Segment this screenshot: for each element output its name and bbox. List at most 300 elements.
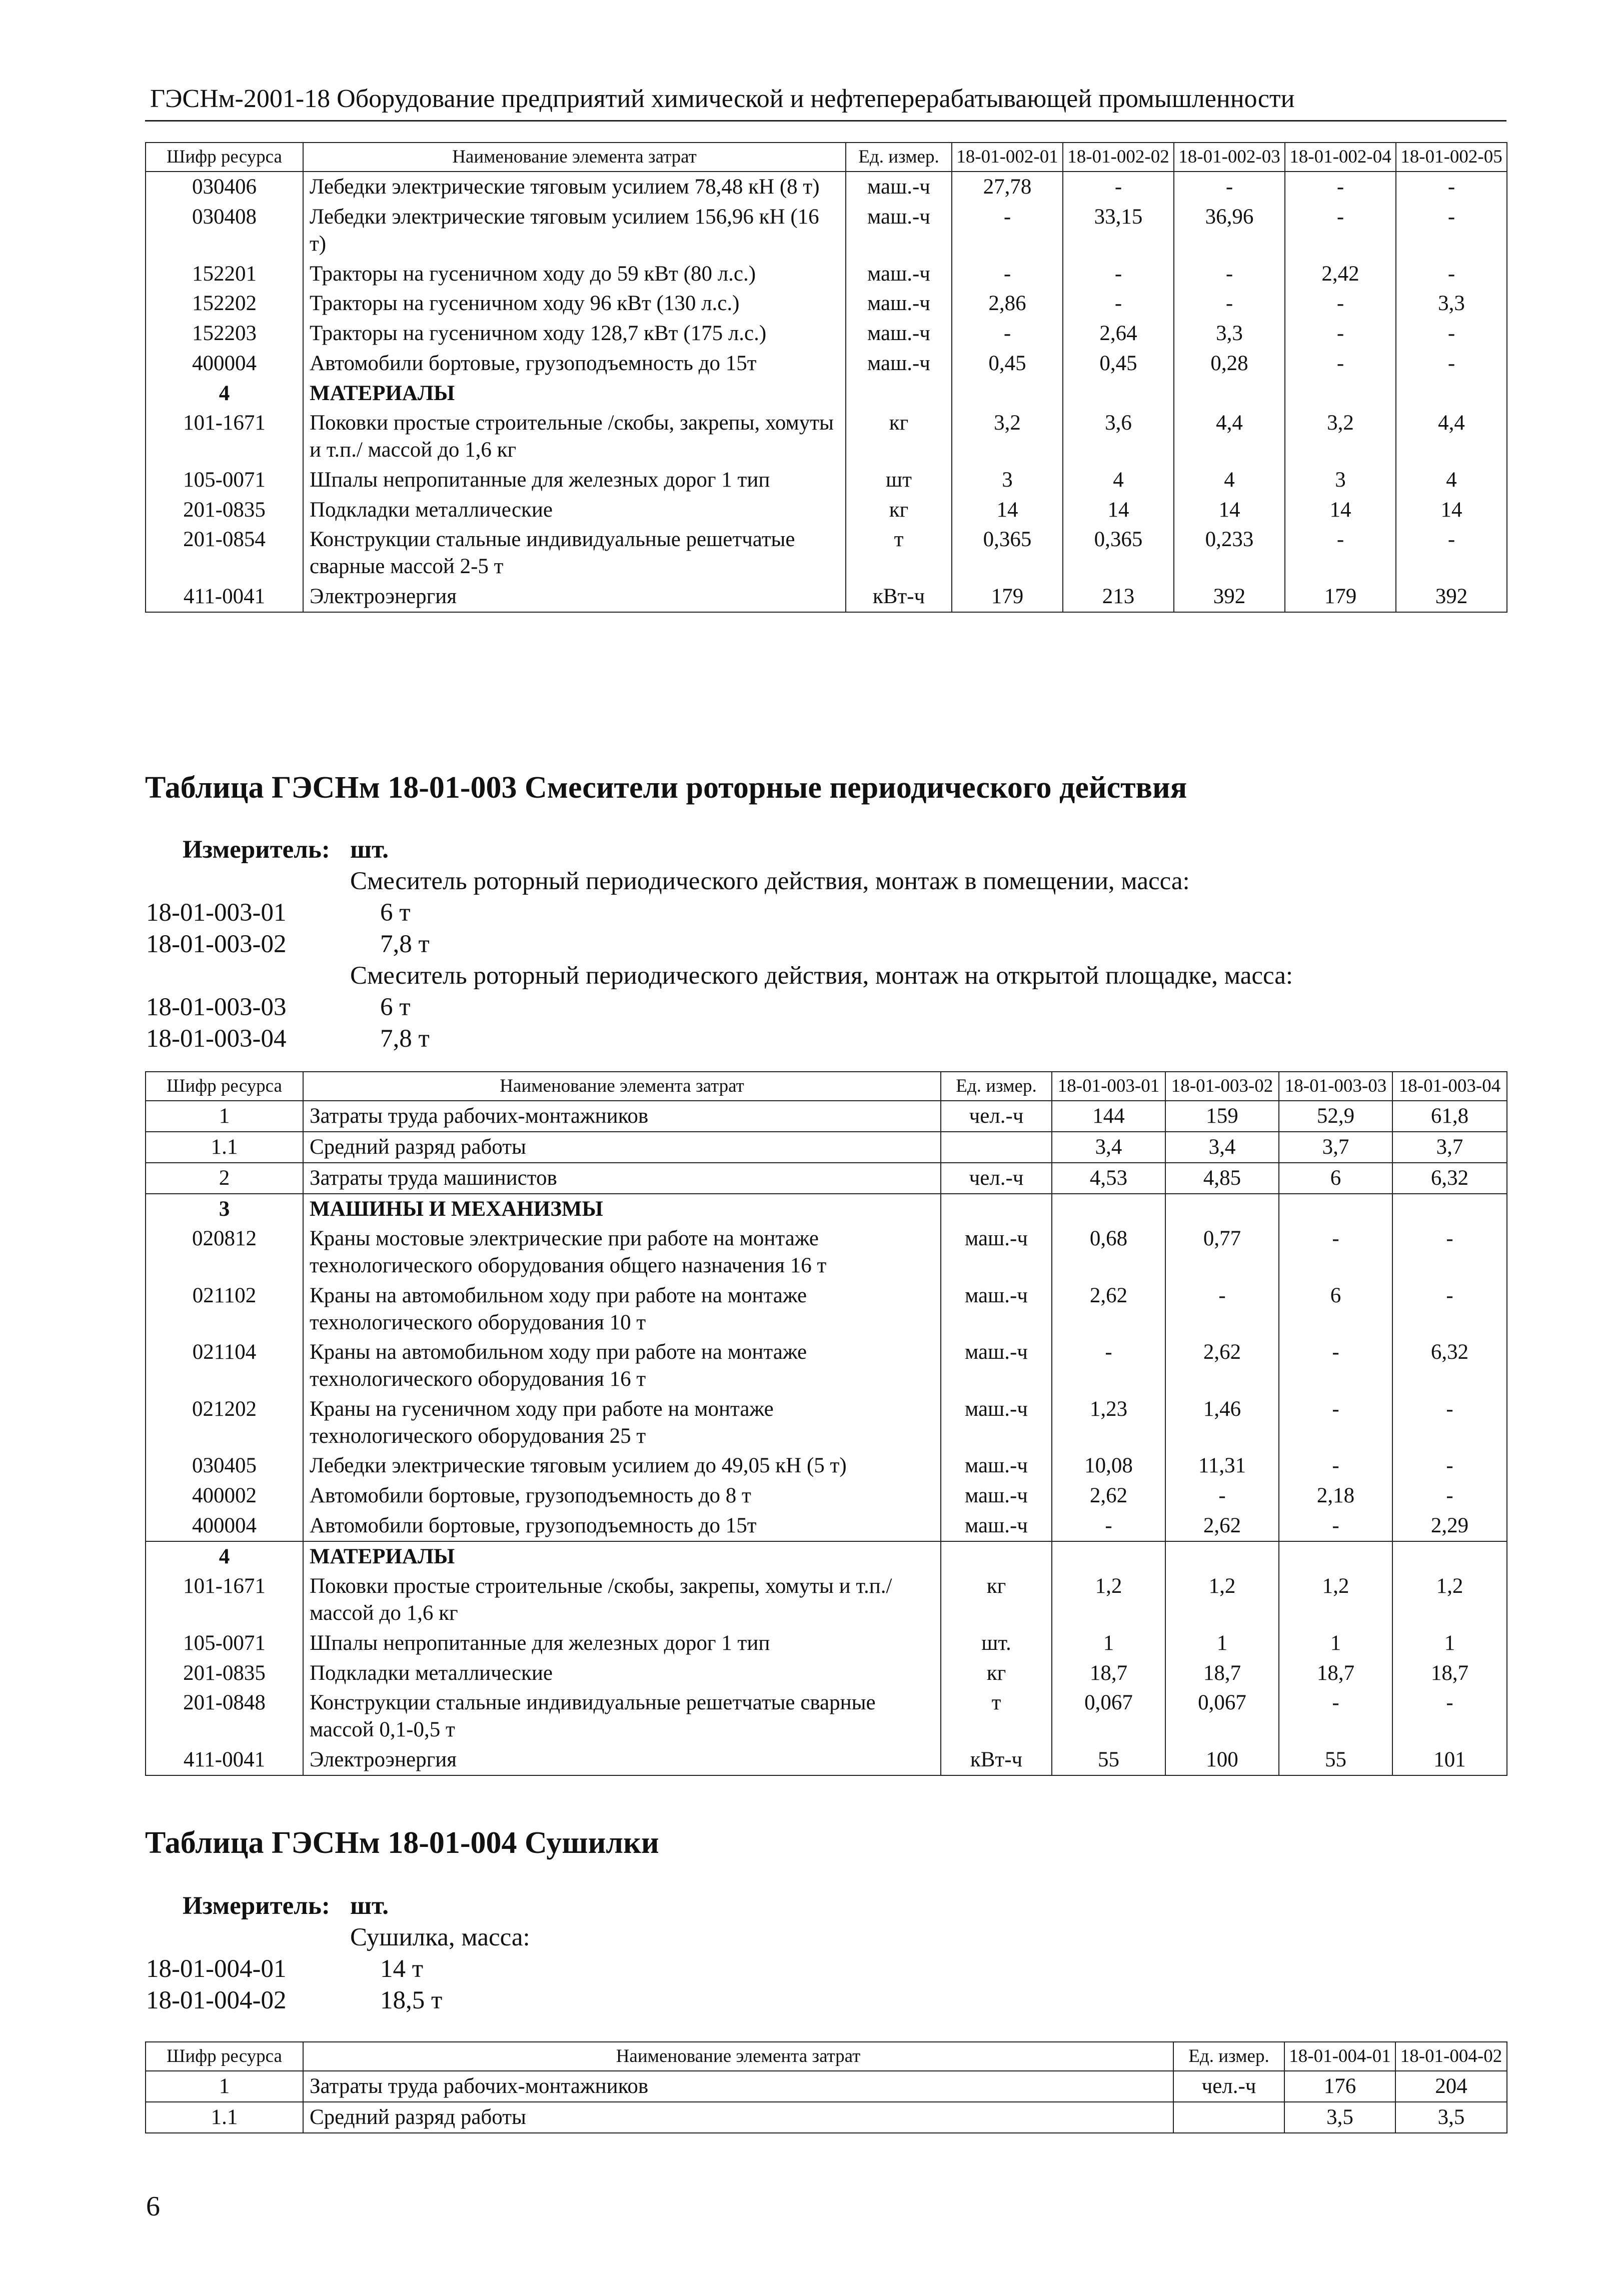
value-cell: 6 bbox=[1279, 1163, 1392, 1194]
value-cell: - bbox=[1392, 1224, 1507, 1281]
unit-cell bbox=[846, 379, 952, 409]
value-cell: 1,2 bbox=[1279, 1571, 1392, 1628]
value-cell: 55 bbox=[1279, 1745, 1392, 1775]
cost-element-name: Электроэнергия bbox=[303, 582, 846, 612]
norm-mass: 14 т bbox=[380, 1955, 424, 1983]
value-cell: 0,233 bbox=[1174, 525, 1285, 582]
resource-code: 1.1 bbox=[146, 2102, 303, 2133]
value-cell: 1 bbox=[1165, 1628, 1279, 1658]
value-cell: - bbox=[1392, 1451, 1507, 1481]
value-cell: 3,5 bbox=[1395, 2102, 1507, 2133]
value-cell bbox=[1165, 1194, 1279, 1224]
value-cell: - bbox=[1063, 259, 1174, 289]
value-cell: 3,2 bbox=[952, 408, 1063, 465]
unit-cell: кг bbox=[846, 408, 952, 465]
norm-description: Смеситель роторный периодического действия, монтаж в помещении, масса: bbox=[350, 867, 1190, 895]
resource-code: 3 bbox=[146, 1194, 303, 1224]
value-cell: 6,32 bbox=[1392, 1163, 1507, 1194]
value-cell: 1,23 bbox=[1052, 1394, 1165, 1451]
norm-mass: 6 т bbox=[380, 899, 411, 927]
value-cell: - bbox=[1063, 289, 1174, 319]
value-cell: 0,45 bbox=[1063, 349, 1174, 379]
table-row bbox=[146, 495, 1507, 525]
resource-code: 201-0835 bbox=[146, 495, 303, 525]
cost-element-name: Автомобили бортовые, грузоподъемность до 15т bbox=[303, 349, 846, 379]
unit-cell: кг bbox=[941, 1658, 1052, 1688]
value-cell: 4 bbox=[1174, 465, 1285, 495]
value-cell: 3 bbox=[1285, 465, 1396, 495]
value-cell: 392 bbox=[1396, 582, 1507, 612]
column-header: Ед. измер. bbox=[941, 1072, 1052, 1101]
section-row bbox=[146, 379, 1507, 409]
value-cell: 2,86 bbox=[952, 289, 1063, 319]
unit-cell: маш.-ч bbox=[846, 202, 952, 259]
table-row bbox=[146, 1511, 1507, 1541]
value-cell: 159 bbox=[1165, 1101, 1279, 1132]
value-cell: 14 bbox=[1063, 495, 1174, 525]
value-cell: - bbox=[1165, 1481, 1279, 1511]
value-cell: 11,31 bbox=[1165, 1451, 1279, 1481]
meter-unit: шт. bbox=[350, 836, 389, 864]
table-header-row bbox=[146, 143, 1507, 172]
unit-cell: маш.-ч bbox=[941, 1511, 1052, 1541]
cost-element-name: МАТЕРИАЛЫ bbox=[303, 1541, 941, 1572]
value-cell bbox=[1279, 1194, 1392, 1224]
column-header: Шифр ресурса bbox=[146, 1072, 303, 1101]
value-cell: - bbox=[1396, 202, 1507, 259]
cost-element-name: Поковки простые строительные /скобы, закрепы, хомуты и т.п./ массой до 1,6 кг bbox=[303, 1571, 941, 1628]
resource-code: 400002 bbox=[146, 1481, 303, 1511]
column-header: 18-01-002-01 bbox=[952, 143, 1063, 172]
value-cell: - bbox=[1052, 1337, 1165, 1394]
value-cell: 1,46 bbox=[1165, 1394, 1279, 1451]
resource-code: 152203 bbox=[146, 319, 303, 349]
cost-element-name: Тракторы на гусеничном ходу 96 кВт (130 л.с.) bbox=[303, 289, 846, 319]
column-header: 18-01-002-04 bbox=[1285, 143, 1396, 172]
column-header: 18-01-004-01 bbox=[1284, 2042, 1395, 2071]
value-cell: - bbox=[952, 319, 1063, 349]
value-cell: - bbox=[1396, 259, 1507, 289]
value-cell: - bbox=[1392, 1688, 1507, 1745]
column-header: 18-01-003-04 bbox=[1392, 1072, 1507, 1101]
table-row bbox=[146, 1481, 1507, 1511]
value-cell: 3,4 bbox=[1052, 1132, 1165, 1163]
resource-code: 201-0848 bbox=[146, 1688, 303, 1745]
unit-cell: кВт-ч bbox=[941, 1745, 1052, 1775]
value-cell: 0,28 bbox=[1174, 349, 1285, 379]
value-cell: 3 bbox=[952, 465, 1063, 495]
value-cell: 3,5 bbox=[1284, 2102, 1395, 2133]
resource-code: 105-0071 bbox=[146, 465, 303, 495]
column-header: Наименование элемента затрат bbox=[303, 143, 846, 172]
resource-code: 101-1671 bbox=[146, 408, 303, 465]
resource-code: 152202 bbox=[146, 289, 303, 319]
unit-cell: маш.-ч bbox=[941, 1224, 1052, 1281]
value-cell: 2,42 bbox=[1285, 259, 1396, 289]
value-cell: - bbox=[1392, 1394, 1507, 1451]
value-cell: 1 bbox=[1392, 1628, 1507, 1658]
resource-code: 101-1671 bbox=[146, 1571, 303, 1628]
meter-label: Измеритель: bbox=[183, 1892, 330, 1920]
value-cell: 14 bbox=[1285, 495, 1396, 525]
resource-code: 1 bbox=[146, 2071, 303, 2102]
value-cell: - bbox=[1396, 172, 1507, 202]
resource-code: 201-0854 bbox=[146, 525, 303, 582]
unit-cell: маш.-ч bbox=[846, 289, 952, 319]
resource-code: 411-0041 bbox=[146, 1745, 303, 1775]
resource-code: 030408 bbox=[146, 202, 303, 259]
value-cell: 14 bbox=[1174, 495, 1285, 525]
value-cell: 392 bbox=[1174, 582, 1285, 612]
value-cell: - bbox=[1165, 1281, 1279, 1338]
cost-element-name: Затраты труда рабочих-монтажников bbox=[303, 2071, 1173, 2102]
value-cell: 3,7 bbox=[1392, 1132, 1507, 1163]
unit-cell: маш.-ч bbox=[941, 1394, 1052, 1451]
table-row bbox=[146, 1101, 1507, 1132]
value-cell: 1,2 bbox=[1392, 1571, 1507, 1628]
value-cell: - bbox=[1285, 202, 1396, 259]
table-row bbox=[146, 1224, 1507, 1281]
value-cell bbox=[1174, 379, 1285, 409]
value-cell: 3,6 bbox=[1063, 408, 1174, 465]
value-cell: 101 bbox=[1392, 1745, 1507, 1775]
value-cell bbox=[1052, 1541, 1165, 1572]
value-cell: 3,3 bbox=[1174, 319, 1285, 349]
unit-cell: кг bbox=[941, 1571, 1052, 1628]
unit-cell: кВт-ч bbox=[846, 582, 952, 612]
resource-code: 4 bbox=[146, 379, 303, 409]
value-cell bbox=[1396, 379, 1507, 409]
resource-code: 021102 bbox=[146, 1281, 303, 1338]
cost-element-name: МАШИНЫ И МЕХАНИЗМЫ bbox=[303, 1194, 941, 1224]
column-header: 18-01-002-05 bbox=[1396, 143, 1507, 172]
resource-code: 021104 bbox=[146, 1337, 303, 1394]
value-cell: - bbox=[1279, 1688, 1392, 1745]
table-row bbox=[146, 349, 1507, 379]
value-cell: - bbox=[1285, 525, 1396, 582]
value-cell: 18,7 bbox=[1052, 1658, 1165, 1688]
column-header: 18-01-003-01 bbox=[1052, 1072, 1165, 1101]
value-cell: 1,2 bbox=[1165, 1571, 1279, 1628]
unit-cell bbox=[941, 1541, 1052, 1572]
value-cell bbox=[1165, 1541, 1279, 1572]
value-cell bbox=[1392, 1194, 1507, 1224]
column-header: Ед. измер. bbox=[1173, 2042, 1284, 2071]
value-cell bbox=[1279, 1541, 1392, 1572]
norm-code: 18-01-003-02 bbox=[146, 930, 287, 958]
table-row bbox=[146, 1451, 1507, 1481]
value-cell: 3,7 bbox=[1279, 1132, 1392, 1163]
unit-cell: маш.-ч bbox=[846, 172, 952, 202]
table-row bbox=[146, 1745, 1507, 1775]
table-row bbox=[146, 1628, 1507, 1658]
value-cell: - bbox=[1285, 349, 1396, 379]
value-cell: 10,08 bbox=[1052, 1451, 1165, 1481]
page-number: 6 bbox=[146, 2191, 160, 2222]
header-rule bbox=[145, 120, 1506, 122]
unit-cell bbox=[941, 1194, 1052, 1224]
cost-element-name: Краны на автомобильном ходу при работе на монтаже технологического оборудования 16 т bbox=[303, 1337, 941, 1394]
value-cell: 2,62 bbox=[1052, 1281, 1165, 1338]
cost-element-name: МАТЕРИАЛЫ bbox=[303, 379, 846, 409]
norm-code: 18-01-003-04 bbox=[146, 1025, 287, 1053]
value-cell: - bbox=[1063, 172, 1174, 202]
cost-element-name: Средний разряд работы bbox=[303, 1132, 941, 1163]
value-cell: 2,18 bbox=[1279, 1481, 1392, 1511]
value-cell: 4,4 bbox=[1396, 408, 1507, 465]
value-cell: - bbox=[1052, 1511, 1165, 1541]
value-cell: 100 bbox=[1165, 1745, 1279, 1775]
value-cell: 14 bbox=[952, 495, 1063, 525]
unit-cell: маш.-ч bbox=[846, 319, 952, 349]
value-cell: 2,62 bbox=[1165, 1511, 1279, 1541]
table-header-row bbox=[146, 2042, 1507, 2071]
cost-element-name: Лебедки электрические тяговым усилием 78,48 кН (8 т) bbox=[303, 172, 846, 202]
value-cell: 144 bbox=[1052, 1101, 1165, 1132]
value-cell: - bbox=[1285, 172, 1396, 202]
unit-cell: маш.-ч bbox=[941, 1281, 1052, 1338]
table-row bbox=[146, 408, 1507, 465]
value-cell: - bbox=[1279, 1224, 1392, 1281]
norm-code: 18-01-003-03 bbox=[146, 993, 287, 1021]
table-row bbox=[146, 172, 1507, 202]
value-cell: - bbox=[1279, 1337, 1392, 1394]
value-cell: 55 bbox=[1052, 1745, 1165, 1775]
table-row bbox=[146, 289, 1507, 319]
resource-code: 021202 bbox=[146, 1394, 303, 1451]
column-header: Наименование элемента затрат bbox=[303, 1072, 941, 1101]
column-header: 18-01-003-03 bbox=[1279, 1072, 1392, 1101]
column-header: Ед. измер. bbox=[846, 143, 952, 172]
unit-cell: шт. bbox=[941, 1628, 1052, 1658]
norm-code: 18-01-003-01 bbox=[146, 899, 287, 927]
column-header: Шифр ресурса bbox=[146, 143, 303, 172]
norm-description: Смеситель роторный периодического действия, монтаж на открытой площадке, масса: bbox=[350, 962, 1293, 990]
table-row bbox=[146, 319, 1507, 349]
value-cell: 0,77 bbox=[1165, 1224, 1279, 1281]
value-cell: - bbox=[1396, 349, 1507, 379]
unit-cell: т bbox=[846, 525, 952, 582]
value-cell: 1 bbox=[1052, 1628, 1165, 1658]
cost-element-name: Затраты труда рабочих-монтажников bbox=[303, 1101, 941, 1132]
cost-element-name: Поковки простые строительные /скобы, закрепы, хомуты и т.п./ массой до 1,6 кг bbox=[303, 408, 846, 465]
cost-element-name: Конструкции стальные индивидуальные решетчатые сварные массой 2-5 т bbox=[303, 525, 846, 582]
resource-code: 030405 bbox=[146, 1451, 303, 1481]
cost-element-name: Шпалы непропитанные для железных дорог 1 тип bbox=[303, 465, 846, 495]
value-cell: 3,3 bbox=[1396, 289, 1507, 319]
value-cell: 0,68 bbox=[1052, 1224, 1165, 1281]
value-cell: 18,7 bbox=[1165, 1658, 1279, 1688]
value-cell bbox=[1052, 1194, 1165, 1224]
resource-code: 411-0041 bbox=[146, 582, 303, 612]
cost-element-name: Краны мостовые электрические при работе на монтаже технологического оборудования общего назначения 16 т bbox=[303, 1224, 941, 1281]
value-cell: - bbox=[952, 202, 1063, 259]
cost-element-name: Краны на автомобильном ходу при работе на монтаже технологического оборудования 10 т bbox=[303, 1281, 941, 1338]
value-cell bbox=[952, 379, 1063, 409]
cost-element-name: Подкладки металлические bbox=[303, 1658, 941, 1688]
cost-element-name: Автомобили бортовые, грузоподъемность до 15т bbox=[303, 1511, 941, 1541]
section-row bbox=[146, 1194, 1507, 1224]
page-header: ГЭСНм-2001-18 Оборудование предприятий химической и нефтеперерабатывающей промышленности bbox=[150, 85, 1295, 113]
cost-element-name: Средний разряд работы bbox=[303, 2102, 1173, 2133]
unit-cell bbox=[1173, 2102, 1284, 2133]
value-cell: - bbox=[1174, 259, 1285, 289]
cost-element-name: Лебедки электрические тяговым усилием 156,96 кН (16 т) bbox=[303, 202, 846, 259]
value-cell bbox=[1063, 379, 1174, 409]
unit-cell: чел.-ч bbox=[1173, 2071, 1284, 2102]
value-cell: 33,15 bbox=[1063, 202, 1174, 259]
value-cell: 0,067 bbox=[1165, 1688, 1279, 1745]
unit-cell: чел.-ч bbox=[941, 1101, 1052, 1132]
norm-description: Сушилка, масса: bbox=[350, 1923, 530, 1951]
resource-code: 030406 bbox=[146, 172, 303, 202]
value-cell: - bbox=[1285, 289, 1396, 319]
unit-cell bbox=[941, 1132, 1052, 1163]
value-cell: 0,067 bbox=[1052, 1688, 1165, 1745]
value-cell: 2,64 bbox=[1063, 319, 1174, 349]
value-cell: - bbox=[1392, 1281, 1507, 1338]
value-cell: 6,32 bbox=[1392, 1337, 1507, 1394]
value-cell: 6 bbox=[1279, 1281, 1392, 1338]
cost-element-name: Краны на гусеничном ходу при работе на монтаже технологического оборудования 25 т bbox=[303, 1394, 941, 1451]
resource-code: 4 bbox=[146, 1541, 303, 1572]
table-row bbox=[146, 1394, 1507, 1451]
resource-table-18-01-002 bbox=[145, 142, 1507, 613]
norm-mass: 6 т bbox=[380, 993, 411, 1021]
unit-cell: шт bbox=[846, 465, 952, 495]
norm-mass: 7,8 т bbox=[380, 930, 430, 958]
value-cell: 3,2 bbox=[1285, 408, 1396, 465]
value-cell: 27,78 bbox=[952, 172, 1063, 202]
resource-code: 400004 bbox=[146, 1511, 303, 1541]
column-header: 18-01-004-02 bbox=[1395, 2042, 1507, 2071]
value-cell: - bbox=[1279, 1451, 1392, 1481]
value-cell: - bbox=[1279, 1394, 1392, 1451]
column-header: 18-01-002-02 bbox=[1063, 143, 1174, 172]
value-cell: - bbox=[1279, 1511, 1392, 1541]
meter-unit: шт. bbox=[350, 1892, 389, 1920]
value-cell: - bbox=[1285, 319, 1396, 349]
value-cell: - bbox=[1174, 289, 1285, 319]
value-cell: 0,365 bbox=[952, 525, 1063, 582]
value-cell: - bbox=[1396, 525, 1507, 582]
cost-element-name: Затраты труда машинистов bbox=[303, 1163, 941, 1194]
value-cell: - bbox=[1392, 1481, 1507, 1511]
table-row bbox=[146, 202, 1507, 259]
unit-cell: маш.-ч bbox=[846, 259, 952, 289]
cost-element-name: Тракторы на гусеничном ходу до 59 кВт (80 л.с.) bbox=[303, 259, 846, 289]
value-cell: 18,7 bbox=[1392, 1658, 1507, 1688]
value-cell: 2,29 bbox=[1392, 1511, 1507, 1541]
value-cell: 176 bbox=[1284, 2071, 1395, 2102]
unit-cell: маш.-ч bbox=[846, 349, 952, 379]
table-header-row bbox=[146, 1072, 1507, 1101]
value-cell: 4 bbox=[1396, 465, 1507, 495]
cost-element-name: Подкладки металлические bbox=[303, 495, 846, 525]
resource-code: 1 bbox=[146, 1101, 303, 1132]
resource-code: 1.1 bbox=[146, 1132, 303, 1163]
section-title-003: Таблица ГЭСНм 18-01-003 Смесители роторные периодического действия bbox=[145, 771, 1187, 805]
resource-code: 152201 bbox=[146, 259, 303, 289]
value-cell bbox=[1285, 379, 1396, 409]
unit-cell: маш.-ч bbox=[941, 1481, 1052, 1511]
table-row bbox=[146, 1163, 1507, 1194]
value-cell: 36,96 bbox=[1174, 202, 1285, 259]
unit-cell: маш.-ч bbox=[941, 1451, 1052, 1481]
value-cell: 2,62 bbox=[1052, 1481, 1165, 1511]
resource-code: 2 bbox=[146, 1163, 303, 1194]
table-row bbox=[146, 1337, 1507, 1394]
meter-label: Измеритель: bbox=[183, 836, 330, 864]
table-row bbox=[146, 1688, 1507, 1745]
value-cell: - bbox=[1174, 172, 1285, 202]
value-cell: 1,2 bbox=[1052, 1571, 1165, 1628]
norm-code: 18-01-004-02 bbox=[146, 1986, 287, 2014]
value-cell: 52,9 bbox=[1279, 1101, 1392, 1132]
value-cell: 0,45 bbox=[952, 349, 1063, 379]
value-cell: - bbox=[952, 259, 1063, 289]
value-cell: 61,8 bbox=[1392, 1101, 1507, 1132]
value-cell bbox=[1392, 1541, 1507, 1572]
resource-code: 105-0071 bbox=[146, 1628, 303, 1658]
value-cell: 4 bbox=[1063, 465, 1174, 495]
table-row bbox=[146, 465, 1507, 495]
section-row bbox=[146, 1541, 1507, 1572]
column-header: 18-01-002-03 bbox=[1174, 143, 1285, 172]
value-cell: - bbox=[1396, 319, 1507, 349]
norm-mass: 7,8 т bbox=[380, 1025, 430, 1053]
table-row bbox=[146, 525, 1507, 582]
resource-code: 020812 bbox=[146, 1224, 303, 1281]
table-row bbox=[146, 1132, 1507, 1163]
norm-code: 18-01-004-01 bbox=[146, 1955, 287, 1983]
table-row bbox=[146, 1658, 1507, 1688]
table-row bbox=[146, 1571, 1507, 1628]
table-row bbox=[146, 1281, 1507, 1338]
column-header: Наименование элемента затрат bbox=[303, 2042, 1173, 2071]
table-row bbox=[146, 2071, 1507, 2102]
value-cell: 179 bbox=[1285, 582, 1396, 612]
value-cell: 14 bbox=[1396, 495, 1507, 525]
cost-element-name: Конструкции стальные индивидуальные решетчатые сварные массой 0,1-0,5 т bbox=[303, 1688, 941, 1745]
value-cell: 0,365 bbox=[1063, 525, 1174, 582]
norm-mass: 18,5 т bbox=[380, 1986, 443, 2014]
section-title-004: Таблица ГЭСНм 18-01-004 Сушилки bbox=[145, 1826, 659, 1860]
column-header: Шифр ресурса bbox=[146, 2042, 303, 2071]
table-row bbox=[146, 2102, 1507, 2133]
cost-element-name: Лебедки электрические тяговым усилием до 49,05 кН (5 т) bbox=[303, 1451, 941, 1481]
value-cell: 213 bbox=[1063, 582, 1174, 612]
value-cell: 4,53 bbox=[1052, 1163, 1165, 1194]
value-cell: 2,62 bbox=[1165, 1337, 1279, 1394]
unit-cell: маш.-ч bbox=[941, 1337, 1052, 1394]
value-cell: 18,7 bbox=[1279, 1658, 1392, 1688]
cost-element-name: Электроэнергия bbox=[303, 1745, 941, 1775]
column-header: 18-01-003-02 bbox=[1165, 1072, 1279, 1101]
resource-code: 400004 bbox=[146, 349, 303, 379]
table-row bbox=[146, 582, 1507, 612]
value-cell: 1 bbox=[1279, 1628, 1392, 1658]
unit-cell: т bbox=[941, 1688, 1052, 1745]
resource-table-18-01-004 bbox=[145, 2041, 1507, 2133]
value-cell: 4,4 bbox=[1174, 408, 1285, 465]
resource-table-18-01-003 bbox=[145, 1071, 1507, 1776]
table-row bbox=[146, 259, 1507, 289]
unit-cell: чел.-ч bbox=[941, 1163, 1052, 1194]
value-cell: 204 bbox=[1395, 2071, 1507, 2102]
value-cell: 3,4 bbox=[1165, 1132, 1279, 1163]
cost-element-name: Автомобили бортовые, грузоподъемность до 8 т bbox=[303, 1481, 941, 1511]
